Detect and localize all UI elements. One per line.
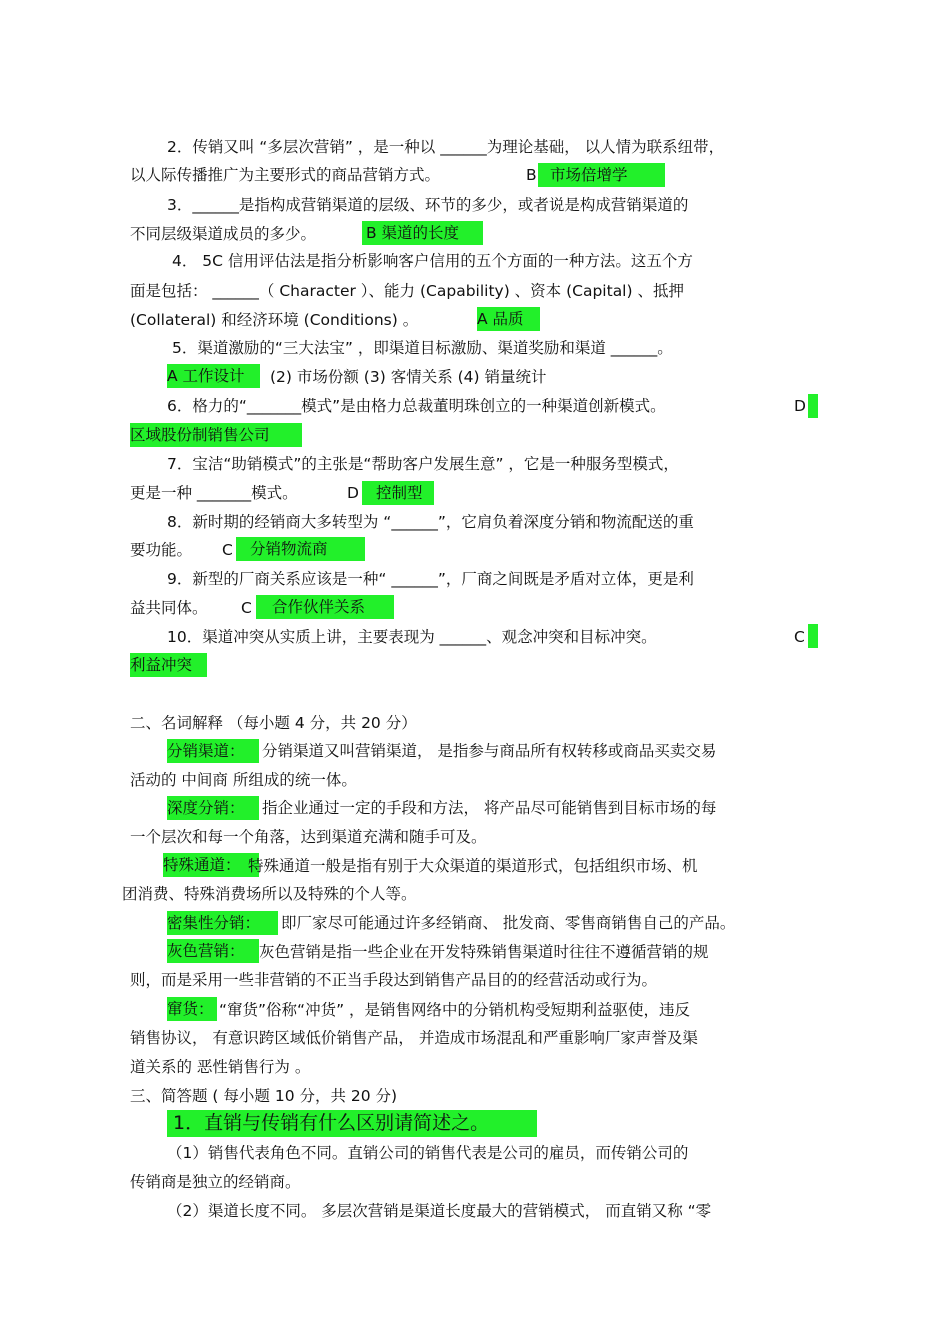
term2-line2: 一个层次和每一个角落，达到渠道充满和随手可及。 — [130, 828, 487, 846]
q4-answer: A 品质 — [477, 307, 540, 331]
term-deep-distribution: 深度分销： — [167, 796, 259, 820]
term1-line1: 分销渠道又叫营销渠道， 是指参与商品所有权转移或商品买卖交易 — [262, 742, 717, 760]
q3-line1: 3．______是指构成营销渠道的层级、环节的多少，或者说是构成营销渠道的 — [167, 196, 689, 214]
term6-line2: 销售协议， 有意识跨区域低价销售产品， 并造成市场混乱和严重影响厂家声誉及渠 — [130, 1029, 698, 1047]
q8-option: C — [222, 541, 233, 559]
q5-line2: (2) 市场份额 (3) 客情关系 (4) 销量统计 — [270, 368, 547, 386]
question-direct-vs-pyramid: 1．直销与传销有什么区别请简述之。 — [167, 1110, 537, 1137]
term5-line1: 灰色营销是指一些企业在开发特殊销售渠道时往往不遵循营销的规 — [259, 943, 709, 961]
term1-line2: 活动的 中间商 所组成的统一体。 — [130, 771, 357, 789]
q7-line2: 更是一种 _______模式。 — [130, 484, 298, 502]
q2-line1: 2．传销又叫 “多层次营销” ，是一种以 ______为理论基础， 以人情为联系纽带， — [167, 138, 725, 156]
q5-line1: 5．渠道激励的“三大法宝” ，即渠道目标激励、渠道奖励和渠道 ______。 — [172, 339, 673, 357]
term4-line1: 即厂家尽可能通过许多经销商、 批发商、零售商销售自己的产品。 — [281, 914, 736, 932]
q4-line3: (Collateral) 和经济环境 (Conditions) 。 — [130, 311, 419, 329]
term-cross-selling: 窜货： — [167, 997, 217, 1021]
q8-line2: 要功能。 — [130, 541, 193, 559]
q10-line1: 10．渠道冲突从实质上讲，主要表现为 ______、观念冲突和目标冲突。 — [167, 628, 657, 646]
q7-option: D — [347, 484, 359, 502]
q3-answer: B 渠道的长度 — [362, 221, 483, 245]
q6-option: D — [794, 397, 806, 415]
q4-line1: 4． 5C 信用评估法是指分析影响客户信用的五个方面的一种方法。这五个方 — [172, 252, 693, 270]
section2-title: 二、名词解释 （每小题 4 分，共 20 分） — [130, 714, 417, 732]
term-distribution-channel: 分销渠道： — [167, 739, 259, 763]
term6-line1: “窜货”俗称“冲货” ，是销售网络中的分销机构受短期利益驱使，违反 — [219, 1001, 691, 1019]
q6-highlight-tail — [808, 394, 818, 418]
q10-highlight-tail — [808, 624, 818, 648]
term2-line1: 指企业通过一定的手段和方法， 将产品尽可能销售到目标市场的每 — [262, 799, 717, 817]
q7-line1: 7．宝洁“助销模式”的主张是“帮助客户发展生意” ，它是一种服务型模式， — [167, 455, 679, 473]
q9-answer: 合作伙伴关系 — [256, 595, 394, 619]
q2-line2: 以人际传播推广为主要形式的商品营销方式。 — [130, 166, 441, 184]
term-intensive-distribution: 密集性分销： — [167, 911, 278, 935]
q9-option: C — [241, 599, 252, 617]
q5-answer: A 工作设计 — [167, 364, 260, 388]
q4-line2: 面是包括： ______（ Character ）、能力 (Capability) 、资本 (Capital) 、抵押 — [130, 282, 684, 300]
answer-para1-line2: 传销商是独立的经销商。 — [130, 1173, 301, 1191]
section3-title: 三、简答题 ( 每小题 10 分，共 20 分) — [130, 1087, 398, 1105]
term6-line3: 道关系的 恶性销售行为 。 — [130, 1058, 311, 1076]
term-grey-marketing: 灰色营销： — [167, 939, 259, 963]
answer-para2-line1: （2）渠道长度不同。 多层次营销是渠道长度最大的营销模式， 而直销又称 “零 — [167, 1202, 712, 1220]
q9-line1: 9．新型的厂商关系应该是一种“ ______”，厂商之间既是矛盾对立体，更是利 — [167, 570, 694, 588]
q7-answer: 控制型 — [362, 481, 434, 505]
q6-answer: 区域股份制销售公司 — [130, 423, 302, 447]
q2-answer: 市场倍增学 — [538, 163, 665, 187]
q8-line1: 8．新时期的经销商大多转型为 “______”，它肩负着深度分销和物流配送的重 — [167, 513, 694, 531]
q9-line2: 益共同体。 — [130, 599, 208, 617]
term-special-channel: 特殊通道： — [163, 853, 259, 877]
term3-line2: 团消费、特殊消费场所以及特殊的个人等。 — [122, 885, 417, 903]
answer-para1-line1: （1）销售代表角色不同。直销公司的销售代表是公司的雇员，而传销公司的 — [167, 1144, 689, 1162]
q6-line1: 6．格力的“_______模式”是由格力总裁董明珠创立的一种渠道创新模式。 — [167, 397, 666, 415]
q8-answer: 分销物流商 — [236, 537, 365, 561]
q10-option: C — [794, 628, 805, 646]
q3-line2: 不同层级渠道成员的多少。 — [130, 225, 317, 243]
term5-line2: 则，而是采用一些非营销的不正当手段达到销售产品目的的经营活动或行为。 — [130, 971, 658, 989]
term3-line1: 特殊通道一般是指有别于大众渠道的渠道形式，包括组织市场、机 — [248, 857, 698, 875]
q10-answer: 利益冲突 — [130, 653, 207, 677]
q2-option: B — [526, 166, 537, 184]
